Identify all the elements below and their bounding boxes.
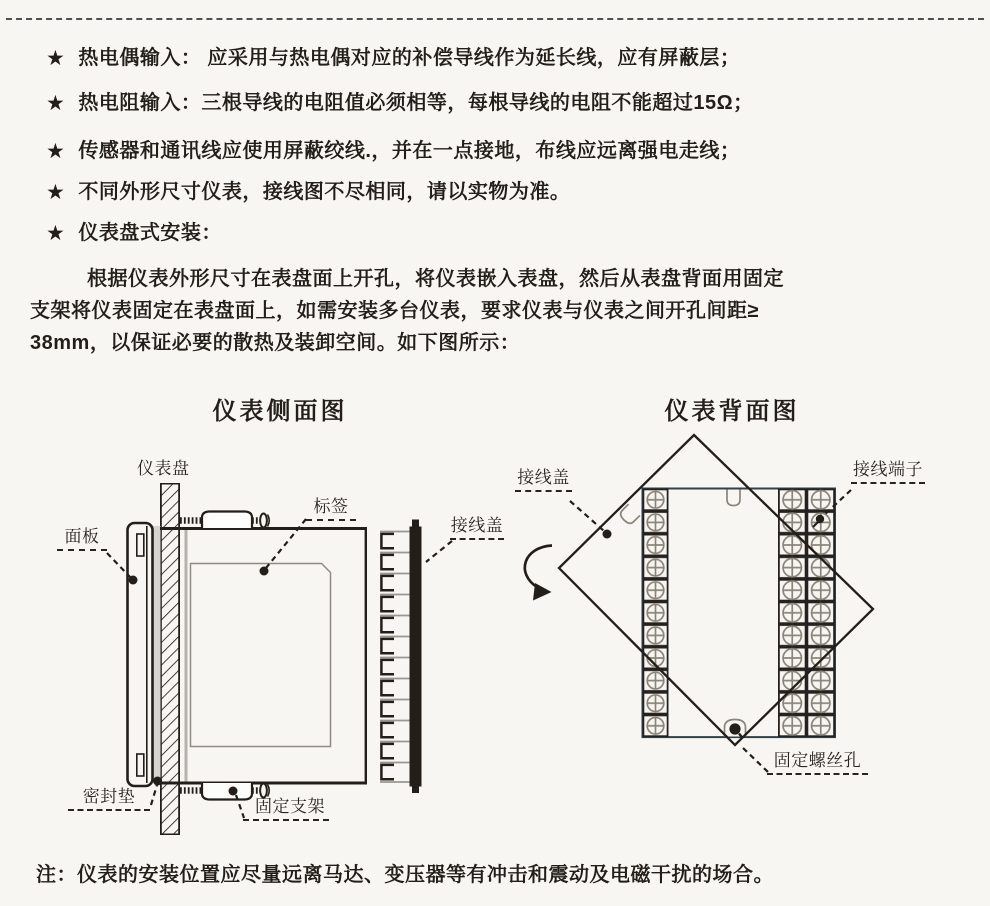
terminal-column-left — [643, 489, 669, 738]
gasket-strip — [153, 526, 161, 783]
terminal-strip — [380, 531, 410, 783]
star-bullet-icon: ★ — [46, 181, 66, 204]
paragraph-line: 38mm，以保证必要的散热及装卸空间。如下图所示： — [30, 332, 521, 354]
terminal-column-right-2 — [807, 489, 836, 738]
terminal-pointer — [813, 521, 819, 527]
back-body — [643, 489, 836, 738]
label-gasket: 密封垫 — [68, 787, 150, 811]
star-bullet-icon: ★ — [46, 47, 66, 70]
back-view-diagram — [525, 435, 873, 772]
label-tag: 标签 — [306, 497, 356, 521]
bullet-text: 仪表盘式安装： — [78, 222, 222, 244]
bullet-item — [46, 180, 570, 205]
label-fixing-bracket: 固定支架 — [243, 797, 329, 821]
paragraph-line: 支架将仪表固定在表盘面上，如需安装多台仪表，要求仪表与仪表之间开孔间距≥ — [30, 300, 759, 322]
installation-note: 注：仪表的安装位置应尽量远离马达、变压器等有冲击和震动及电磁干扰的场合。 — [36, 864, 774, 886]
side-view-diagram — [107, 483, 452, 835]
mounting-screw-top — [180, 512, 269, 529]
side-view-leaders — [107, 519, 452, 818]
bullet-text: 不同外形尺寸仪表，接线图不尽相同，请以实物为准。 — [78, 181, 571, 203]
wiring-cover-bar — [410, 520, 422, 794]
bullet-text: 热电阻输入：三根导线的电阻值必须相等，每根导线的电阻不能超过15Ω； — [78, 92, 754, 114]
dashed-divider — [6, 18, 984, 20]
star-bullet-icon: ★ — [46, 92, 66, 115]
bullet-item — [46, 139, 740, 164]
screw-hole — [725, 720, 746, 739]
instrument-body — [160, 528, 367, 783]
star-bullet-icon: ★ — [46, 140, 66, 163]
rotation-arrow-icon — [525, 546, 552, 601]
cover-latch-tab — [618, 504, 640, 526]
bullet-text: 传感器和通讯线应使用屏蔽绞线.，并在一点接地，布线应远离强电走线； — [78, 140, 741, 162]
top-latch-tab — [727, 490, 740, 506]
terminal-column-right-1 — [778, 489, 807, 738]
label-area — [191, 564, 331, 747]
back-view-title: 仪表背面图 — [664, 399, 800, 425]
label-instrument-panel: 仪表盘 — [137, 459, 190, 478]
hatch-panel — [160, 483, 180, 835]
cover-diamond-outline — [559, 435, 873, 745]
paragraph-line: 根据仪表外形尺寸在表盘面上开孔，将仪表嵌入表盘，然后从表盘背面用固定 — [87, 268, 784, 290]
star-bullet-icon: ★ — [46, 222, 66, 245]
bullet-item — [46, 46, 740, 71]
label-fixing-screw-hole: 固定螺丝孔 — [767, 751, 868, 775]
label-front-panel: 面板 — [57, 527, 107, 551]
bullet-item — [46, 91, 754, 116]
label-wiring-terminal: 接线端子 — [851, 460, 925, 484]
back-view-leaders — [570, 490, 851, 772]
bullet-item — [46, 221, 222, 246]
back-view-leader-dots — [603, 515, 825, 539]
side-view-leader-dots — [129, 567, 269, 796]
label-wiring-cover-back: 接线盖 — [515, 468, 572, 492]
front-bezel — [128, 523, 153, 786]
bullet-text: 热电偶输入： 应采用与热电偶对应的补偿导线作为延长线，应有屏蔽层； — [78, 47, 741, 69]
side-view-title: 仪表侧面图 — [212, 399, 348, 425]
label-wiring-cover-side: 接线盖 — [450, 516, 504, 540]
